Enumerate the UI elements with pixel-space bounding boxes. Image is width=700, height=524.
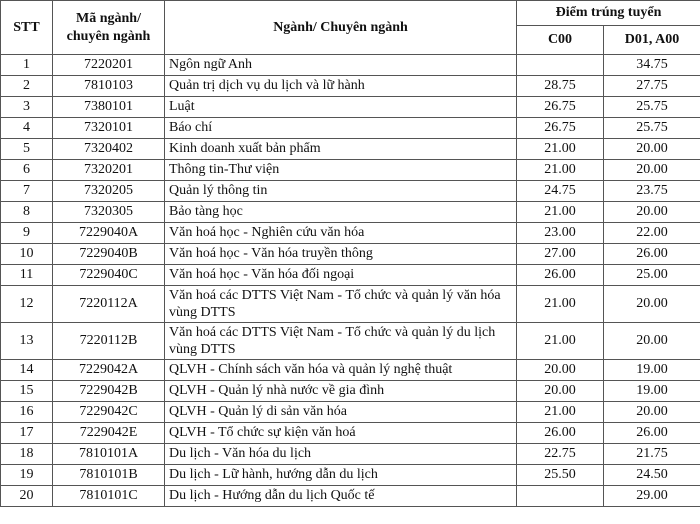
table-row [1, 423, 700, 444]
header-stt: STT [1, 1, 53, 55]
cell-d01-a00: 24.50 [604, 465, 700, 486]
table-row [1, 55, 700, 76]
table-row [1, 286, 700, 323]
cell-c00: 21.00 [517, 402, 604, 423]
table-body [1, 55, 700, 507]
cell-major: Bảo tàng học [165, 202, 517, 223]
cell-d01-a00: 19.00 [604, 360, 700, 381]
cell-c00: 26.75 [517, 118, 604, 139]
cell-code: 7320402 [53, 139, 165, 160]
cell-c00: 21.00 [517, 139, 604, 160]
cell-d01-a00: 25.75 [604, 118, 700, 139]
header-major: Ngành/ Chuyên ngành [165, 1, 517, 55]
cell-major: Quản lý thông tin [165, 181, 517, 202]
cell-major: Du lịch - Lữ hành, hướng dẫn du lịch [165, 465, 517, 486]
table-row [1, 118, 700, 139]
cell-c00: 21.00 [517, 286, 604, 323]
cell-c00: 24.75 [517, 181, 604, 202]
cell-stt: 17 [1, 423, 53, 444]
table-row [1, 181, 700, 202]
cell-stt: 19 [1, 465, 53, 486]
cell-c00: 20.00 [517, 360, 604, 381]
cell-stt: 11 [1, 265, 53, 286]
table-row [1, 323, 700, 360]
cell-d01-a00: 25.75 [604, 97, 700, 118]
cell-d01-a00: 20.00 [604, 139, 700, 160]
cell-major: Văn hoá các DTTS Việt Nam - Tổ chức và quản lý văn hóa vùng DTTS [165, 286, 517, 323]
cell-d01-a00: 20.00 [604, 323, 700, 360]
cell-code: 7810103 [53, 76, 165, 97]
cell-stt: 1 [1, 55, 53, 76]
cell-stt: 3 [1, 97, 53, 118]
cell-major: Ngôn ngữ Anh [165, 55, 517, 76]
cell-code: 7380101 [53, 97, 165, 118]
cell-d01-a00: 25.00 [604, 265, 700, 286]
cell-stt: 16 [1, 402, 53, 423]
cell-d01-a00: 21.75 [604, 444, 700, 465]
cell-d01-a00: 19.00 [604, 381, 700, 402]
table-row [1, 223, 700, 244]
cell-code: 7229042B [53, 381, 165, 402]
cell-major: Du lịch - Văn hóa du lịch [165, 444, 517, 465]
cell-code: 7810101B [53, 465, 165, 486]
cell-c00 [517, 55, 604, 76]
cell-major: QLVH - Chính sách văn hóa và quản lý nghệ thuật [165, 360, 517, 381]
cell-code: 7229040B [53, 244, 165, 265]
cell-major: Thông tin-Thư viện [165, 160, 517, 181]
cell-code: 7229040A [53, 223, 165, 244]
cell-stt: 6 [1, 160, 53, 181]
header-score: Điểm trúng tuyển [517, 1, 700, 26]
cell-c00: 26.00 [517, 265, 604, 286]
cell-major: Báo chí [165, 118, 517, 139]
cell-stt: 18 [1, 444, 53, 465]
cell-code: 7229042C [53, 402, 165, 423]
cell-c00: 21.00 [517, 160, 604, 181]
cell-c00: 21.00 [517, 202, 604, 223]
cell-c00: 26.00 [517, 423, 604, 444]
cell-d01-a00: 26.00 [604, 244, 700, 265]
cell-stt: 7 [1, 181, 53, 202]
table-row [1, 97, 700, 118]
cell-stt: 14 [1, 360, 53, 381]
cell-d01-a00: 20.00 [604, 286, 700, 323]
cell-c00: 28.75 [517, 76, 604, 97]
table-row [1, 360, 700, 381]
cell-code: 7320201 [53, 160, 165, 181]
cell-c00: 20.00 [517, 381, 604, 402]
cell-major: Văn hoá học - Văn hóa đối ngoại [165, 265, 517, 286]
cell-code: 7220112B [53, 323, 165, 360]
cell-d01-a00: 20.00 [604, 402, 700, 423]
table-row [1, 402, 700, 423]
cell-d01-a00: 26.00 [604, 423, 700, 444]
cell-d01-a00: 29.00 [604, 486, 700, 507]
cell-stt: 8 [1, 202, 53, 223]
cell-code: 7320205 [53, 181, 165, 202]
cell-stt: 12 [1, 286, 53, 323]
cell-major: Văn hoá các DTTS Việt Nam - Tổ chức và quản lý du lịch vùng DTTS [165, 323, 517, 360]
table-row [1, 465, 700, 486]
cell-d01-a00: 20.00 [604, 160, 700, 181]
table-row [1, 139, 700, 160]
cell-d01-a00: 23.75 [604, 181, 700, 202]
cell-d01-a00: 27.75 [604, 76, 700, 97]
cell-code: 7320101 [53, 118, 165, 139]
header-c00: C00 [517, 26, 604, 55]
table-row [1, 244, 700, 265]
cell-code: 7229042E [53, 423, 165, 444]
table-row [1, 160, 700, 181]
cell-stt: 20 [1, 486, 53, 507]
header-code [53, 1, 165, 55]
cell-major: Luật [165, 97, 517, 118]
cell-major: Du lịch - Hướng dẫn du lịch Quốc tế [165, 486, 517, 507]
cell-stt: 15 [1, 381, 53, 402]
cell-stt: 4 [1, 118, 53, 139]
table-row [1, 265, 700, 286]
cell-stt: 13 [1, 323, 53, 360]
cell-major: QLVH - Quản lý nhà nước về gia đình [165, 381, 517, 402]
header-d01-a00: D01, A00 [604, 26, 700, 55]
cell-code: 7810101C [53, 486, 165, 507]
cell-major: Kinh doanh xuất bản phẩm [165, 139, 517, 160]
header-code-text: Mã ngành/ chuyên ngành [66, 10, 151, 44]
cell-code: 7220112A [53, 286, 165, 323]
cell-d01-a00: 20.00 [604, 202, 700, 223]
cell-code: 7229040C [53, 265, 165, 286]
cell-c00: 23.00 [517, 223, 604, 244]
cell-major: QLVH - Quản lý di sản văn hóa [165, 402, 517, 423]
table-row [1, 381, 700, 402]
table-row [1, 486, 700, 507]
cell-c00: 25.50 [517, 465, 604, 486]
cell-code: 7229042A [53, 360, 165, 381]
table-row [1, 76, 700, 97]
cell-c00: 26.75 [517, 97, 604, 118]
cell-stt: 2 [1, 76, 53, 97]
cell-c00: 27.00 [517, 244, 604, 265]
cell-c00: 22.75 [517, 444, 604, 465]
cell-major: Văn hoá học - Nghiên cứu văn hóa [165, 223, 517, 244]
cell-code: 7810101A [53, 444, 165, 465]
cell-major: Văn hoá học - Văn hóa truyền thông [165, 244, 517, 265]
cell-stt: 10 [1, 244, 53, 265]
cell-stt: 5 [1, 139, 53, 160]
cell-stt: 9 [1, 223, 53, 244]
cell-c00 [517, 486, 604, 507]
cell-d01-a00: 34.75 [604, 55, 700, 76]
cell-code: 7220201 [53, 55, 165, 76]
cell-major: Quản trị dịch vụ du lịch và lữ hành [165, 76, 517, 97]
cell-d01-a00: 22.00 [604, 223, 700, 244]
cell-code: 7320305 [53, 202, 165, 223]
cell-c00: 21.00 [517, 323, 604, 360]
cell-major: QLVH - Tổ chức sự kiện văn hoá [165, 423, 517, 444]
table-row [1, 202, 700, 223]
table-row [1, 444, 700, 465]
